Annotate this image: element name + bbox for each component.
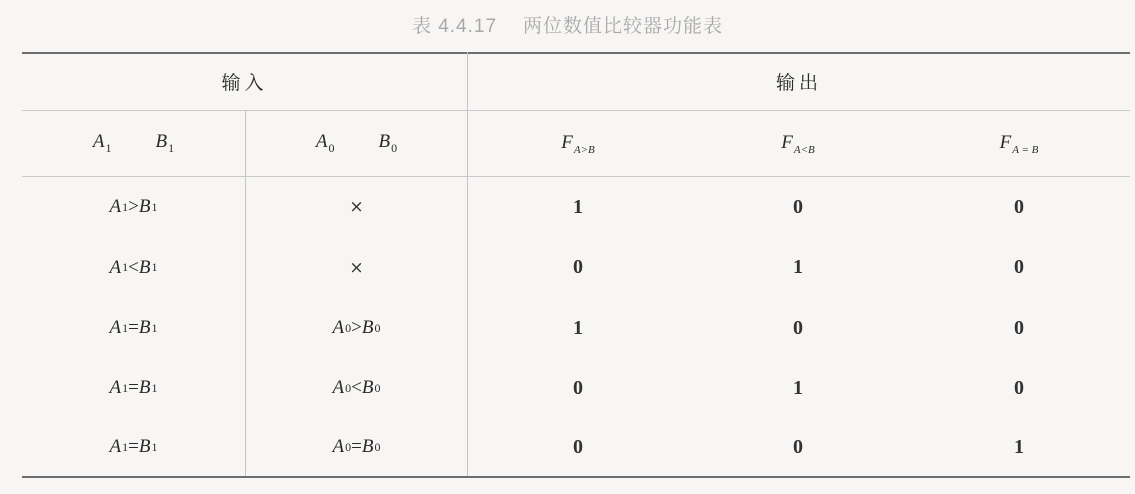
table-title: 两位数值比较器功能表 xyxy=(523,15,724,37)
row-4-f-equal: 0 xyxy=(1014,376,1024,399)
row-1-a0b0-dontcare: × xyxy=(349,197,364,217)
row-4-f-less: 1 xyxy=(793,376,803,399)
row-4-f-greater: 0 xyxy=(573,376,583,399)
row-2-f-less: 1 xyxy=(793,256,803,278)
row-5-a1b1: A 1 = B 1 xyxy=(109,436,158,457)
row-2-f-greater: 0 xyxy=(573,256,583,278)
row-1-f-less: 0 xyxy=(793,195,803,218)
row-3-a1b1: A 1 = B 1 xyxy=(109,317,158,338)
row-1-f-greater: 1 xyxy=(573,195,583,218)
subheader-f-equal: $F_{A = B}$ xyxy=(999,131,1039,156)
row-5-f-equal: 1 xyxy=(1014,435,1024,458)
row-1-f-equal: 0 xyxy=(1014,195,1024,218)
table-bottom-rule xyxy=(22,476,1130,478)
row-5-f-greater: 0 xyxy=(573,435,583,458)
row-3-f-less: 0 xyxy=(793,316,803,339)
row-2-f-equal: 0 xyxy=(1014,256,1024,278)
row-1-a1b1: A 1 > B 1 xyxy=(109,196,158,217)
row-3-a0b0: A 0 > B 0 xyxy=(332,317,381,338)
output-group-header: 输出 xyxy=(775,71,822,94)
row-4-a1b1: A 1 = B 1 xyxy=(109,377,158,398)
row-2-a1b1: A 1 < B 1 xyxy=(109,256,158,278)
table-caption xyxy=(0,8,1135,40)
row-5-a0b0: A 0 = B 0 xyxy=(332,436,381,457)
input-group-header: 输入 xyxy=(221,71,268,94)
row-5-f-less: 0 xyxy=(793,435,803,458)
row-3-f-greater: 1 xyxy=(573,316,583,339)
subheader-f-less: $F_{A<B}$ xyxy=(781,131,815,156)
subheader-f-greater: $F_{A>B}$ xyxy=(561,131,595,156)
row-2-a0b0-dontcare: × xyxy=(349,257,364,278)
row-4-a0b0: A 0 < B 0 xyxy=(332,377,381,398)
row-3-f-equal: 0 xyxy=(1014,316,1024,339)
subheader-a1-b1: $A_1$ $B_1$ xyxy=(92,131,175,155)
table-number: 表 4.4.17 xyxy=(411,15,498,37)
subheader-a0-b0: $A_0$ $B_0$ xyxy=(315,131,398,155)
